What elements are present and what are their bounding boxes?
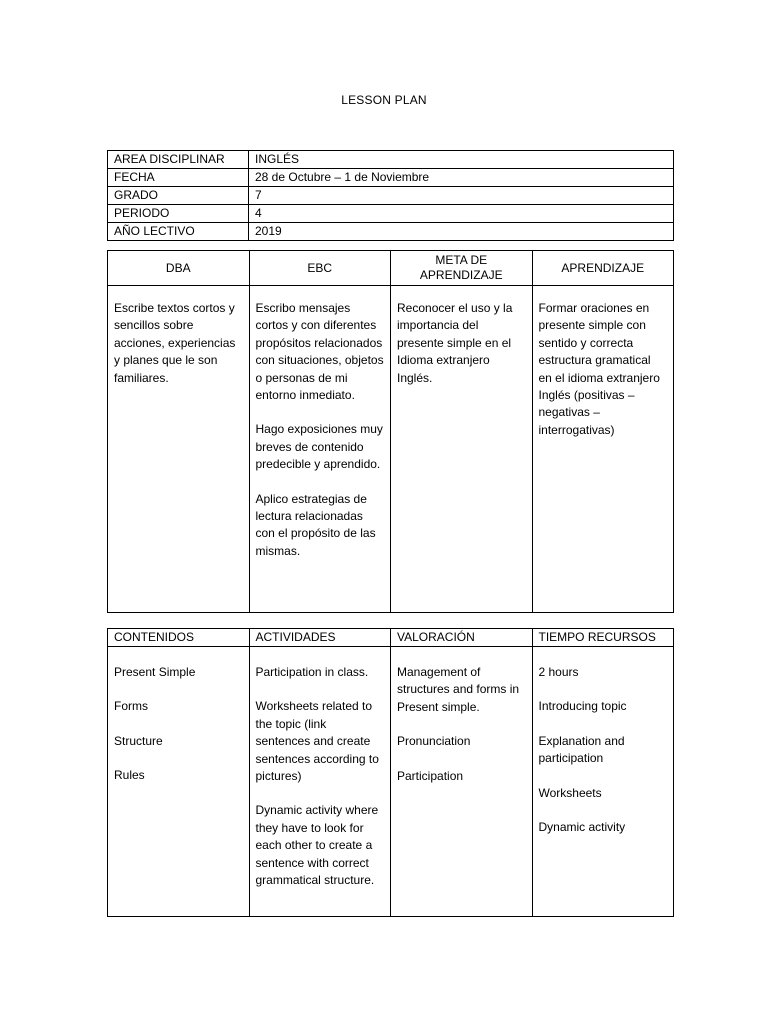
contenido-item: Present Simple — [114, 665, 196, 679]
info-key: AREA DISCIPLINAR — [108, 151, 249, 169]
standards-header-row — [108, 251, 674, 286]
contenido-item: Forms — [114, 699, 148, 714]
info-key: PERIODO — [108, 205, 249, 223]
tiempo-item: 2 hours — [538, 665, 579, 679]
actividad-item: Worksheets related to the topic (link sentences and create sentences according to pictures) — [255, 699, 379, 784]
standards-table — [107, 250, 674, 613]
cell-dba — [108, 286, 250, 613]
header-valoracion: VALORACIÓN — [391, 629, 533, 647]
valoracion-item: Participation — [397, 768, 464, 783]
cell-meta — [391, 286, 533, 613]
cell-ebc — [249, 286, 391, 613]
header-contenidos: CONTENIDOS — [108, 629, 250, 647]
cell-actividades — [249, 647, 391, 917]
dba-text: Escribe textos cortos y sencillos sobre acciones, experiencias y planes que le son familiares. — [114, 301, 236, 385]
cell-tiempo-recursos — [532, 647, 674, 917]
meta-text: Reconocer el uso y la importancia del presente simple en el Idioma extranjero Inglés. — [397, 301, 513, 385]
ebc-item: Aplico estrategias de lectura relacionadas con el propósito de las mismas. — [255, 491, 376, 558]
valoracion-item: Management of structures and forms in Present simple. — [397, 665, 520, 714]
info-table — [107, 150, 674, 241]
content-table — [107, 628, 674, 917]
ebc-item: Escribo mensajes cortos y con diferentes propósitos relacionados con situaciones, objetos o personas de mi entorno inmediato. — [255, 301, 384, 403]
info-key: AÑO LECTIVO — [108, 223, 249, 241]
cell-valoracion — [391, 647, 533, 917]
info-row-fecha — [108, 169, 674, 187]
cell-aprendizaje — [532, 286, 674, 613]
info-value: 4 — [249, 205, 674, 223]
tiempo-item: Introducing topic — [538, 699, 627, 714]
contenido-item: Rules — [114, 768, 145, 783]
info-row-area — [108, 151, 674, 169]
header-meta: META DE APRENDIZAJE — [391, 251, 533, 286]
tiempo-item: Explanation and participation — [538, 733, 625, 766]
info-key: FECHA — [108, 169, 249, 187]
header-dba: DBA — [108, 251, 250, 286]
page-title: LESSON PLAN — [341, 93, 427, 107]
actividad-item: Participation in class. — [255, 665, 369, 679]
header-ebc: EBC — [249, 251, 391, 286]
info-row-periodo — [108, 205, 674, 223]
actividad-item: Dynamic activity where they have to look for each other to create a sentence with correct grammatical structure. — [255, 803, 379, 888]
header-actividades: ACTIVIDADES — [249, 629, 391, 647]
ebc-item: Hago exposiciones muy breves de contenido predecible y aprendido. — [255, 422, 383, 472]
info-value: INGLÉS — [249, 151, 674, 169]
content-body-row — [108, 647, 674, 917]
tiempo-item: Worksheets — [538, 785, 602, 800]
content-header-row — [108, 629, 674, 647]
standards-body-row — [108, 286, 674, 613]
info-value: 2019 — [249, 223, 674, 241]
header-aprendizaje: APRENDIZAJE — [532, 251, 674, 286]
info-row-ano-lectivo — [108, 223, 674, 241]
aprendizaje-text: Formar oraciones en presente simple con sentido y correcta estructura gramatical en el idioma extranjero Inglés (positivas – negativas – interrogativas) — [538, 301, 660, 437]
info-key: GRADO — [108, 187, 249, 205]
info-value: 28 de Octubre – 1 de Noviembre — [249, 169, 674, 187]
cell-contenidos — [108, 647, 250, 917]
tiempo-item: Dynamic activity — [538, 820, 626, 835]
info-value: 7 — [249, 187, 674, 205]
header-tiempo-recursos: TIEMPO RECURSOS — [532, 629, 674, 647]
info-row-grado — [108, 187, 674, 205]
valoracion-item: Pronunciation — [397, 734, 471, 749]
contenido-item: Structure — [114, 733, 163, 748]
